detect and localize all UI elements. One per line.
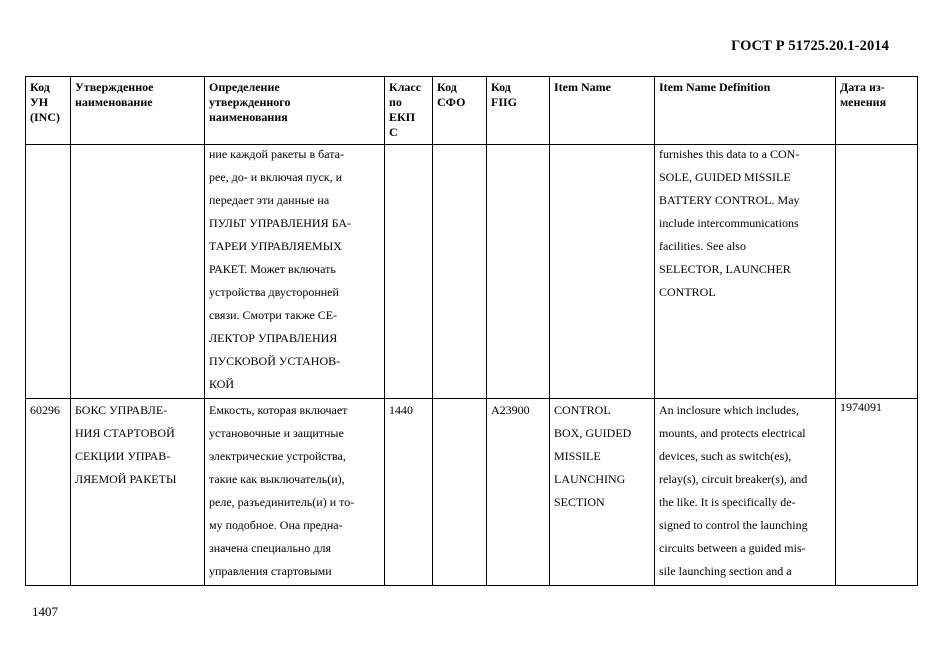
text-line: relay(s), circuit breaker(s), and bbox=[659, 472, 808, 486]
header-line: СФО bbox=[437, 95, 466, 109]
header-line: ЕКП bbox=[389, 110, 416, 124]
col-header-item-name-definition bbox=[655, 77, 836, 145]
text-line: An inclosure which includes, bbox=[659, 403, 799, 417]
text-line: the like. It is specifically de- bbox=[659, 495, 796, 509]
text-line: ТАРЕИ УПРАВЛЯЕМЫХ bbox=[209, 239, 342, 253]
text-line: ПУЛЬТ УПРАВЛЕНИЯ БА- bbox=[209, 216, 351, 230]
header-line: по bbox=[389, 95, 402, 109]
cell-definition-ru bbox=[205, 399, 385, 586]
text-line: CONTROL bbox=[554, 403, 611, 417]
text-line: MISSILE bbox=[554, 449, 601, 463]
text-line: SOLE, GUIDED MISSILE bbox=[659, 170, 791, 184]
text-line: LAUNCHING bbox=[554, 472, 626, 486]
cell-item-name bbox=[550, 399, 655, 586]
table-row-60296 bbox=[26, 399, 918, 586]
cell-approved-name bbox=[71, 145, 205, 399]
cell-inc bbox=[26, 145, 71, 399]
header-line: Утвержденное bbox=[75, 80, 154, 94]
text-line: КОЙ bbox=[209, 377, 235, 391]
text-line: devices, such as switch(es), bbox=[659, 449, 792, 463]
col-header-approved-name bbox=[71, 77, 205, 145]
header-line: Item Name Definition bbox=[659, 80, 771, 94]
cell-sfo bbox=[433, 145, 487, 399]
cell-sfo bbox=[433, 399, 487, 586]
header-row bbox=[26, 77, 918, 145]
cell-class bbox=[385, 399, 433, 586]
text-line: Емкость, которая включает bbox=[209, 403, 348, 417]
text-line: BOX, GUIDED bbox=[554, 426, 632, 440]
text-line: му подобное. Она предна- bbox=[209, 518, 343, 532]
document-code: ГОСТ Р 51725.20.1-2014 bbox=[731, 38, 889, 54]
fiig-value: A23900 bbox=[491, 403, 530, 417]
text-line: передает эти данные на bbox=[209, 193, 330, 207]
text-line: ЛЕКТОР УПРАВЛЕНИЯ bbox=[209, 331, 338, 345]
text-line: furnishes this data to a CON- bbox=[659, 147, 800, 161]
text-line: рее, до- и включая пуск, и bbox=[209, 170, 343, 184]
table-row-continued bbox=[26, 145, 918, 399]
text-line: БОКС УПРАВЛЕ- bbox=[75, 403, 168, 417]
text-line: SELECTOR, LAUNCHER bbox=[659, 262, 791, 276]
header-line: наименования bbox=[209, 110, 288, 124]
text-line: устройства двусторонней bbox=[209, 285, 339, 299]
text-line: реле, разъединитель(и) и то- bbox=[209, 495, 355, 509]
header-line: Код bbox=[30, 80, 50, 94]
header-line: Item Name bbox=[554, 80, 611, 94]
text-line: CONTROL bbox=[659, 285, 716, 299]
text-line: такие как выключатель(и), bbox=[209, 472, 345, 486]
header-line: Код bbox=[437, 80, 457, 94]
header-line: менения bbox=[840, 95, 887, 109]
header-line: Определение bbox=[209, 80, 280, 94]
header-line: Класс bbox=[389, 80, 422, 94]
text-line: signed to control the launching bbox=[659, 518, 808, 532]
col-header-class bbox=[385, 77, 433, 145]
text-line: управления стартовыми bbox=[209, 564, 332, 578]
text-line: установочные и защитные bbox=[209, 426, 344, 440]
text-line: SECTION bbox=[554, 495, 605, 509]
text-line: include intercommunications bbox=[659, 216, 799, 230]
text-line: значена специально для bbox=[209, 541, 331, 555]
text-line: BATTERY CONTROL. May bbox=[659, 193, 800, 207]
text-line: электрические устройства, bbox=[209, 449, 346, 463]
cell-approved-name bbox=[71, 399, 205, 586]
catalog-table bbox=[25, 76, 918, 586]
cell-class bbox=[385, 145, 433, 399]
col-header-definition-ru bbox=[205, 77, 385, 145]
text-line: СЕКЦИИ УПРАВ- bbox=[75, 449, 171, 463]
col-header-sfo bbox=[433, 77, 487, 145]
header-line: С bbox=[389, 125, 398, 139]
header-line: УН bbox=[30, 95, 49, 109]
cell-change-date bbox=[836, 145, 918, 399]
text-line: facilities. See also bbox=[659, 239, 746, 253]
text-line: mounts, and protects electrical bbox=[659, 426, 806, 440]
col-header-inc bbox=[26, 77, 71, 145]
text-line: ЛЯЕМОЙ РАКЕТЫ bbox=[75, 472, 177, 486]
header-line: утвержденного bbox=[209, 95, 291, 109]
cell-change-date bbox=[836, 399, 918, 586]
cell-inc bbox=[26, 399, 71, 586]
col-header-fiig bbox=[487, 77, 550, 145]
header-line: (INC) bbox=[30, 110, 60, 124]
page-number: 1407 bbox=[32, 604, 58, 619]
text-line: ПУСКОВОЙ УСТАНОВ- bbox=[209, 354, 341, 368]
header-line: FIIG bbox=[491, 95, 518, 109]
header-line: наименование bbox=[75, 95, 153, 109]
cell-definition-en bbox=[655, 145, 836, 399]
text-line: связи. Смотри также СЕ- bbox=[209, 308, 338, 322]
text-line: НИЯ СТАРТОВОЙ bbox=[75, 426, 175, 440]
cell-definition-en bbox=[655, 399, 836, 586]
text-line: РАКЕТ. Может включать bbox=[209, 262, 336, 276]
cell-item-name bbox=[550, 145, 655, 399]
class-value: 1440 bbox=[389, 403, 413, 417]
cell-fiig bbox=[487, 399, 550, 586]
header-line: Дата из- bbox=[840, 80, 885, 94]
change-date-value: 1974091 bbox=[840, 400, 882, 414]
inc-value: 60296 bbox=[30, 403, 60, 417]
cell-definition-ru bbox=[205, 145, 385, 399]
header-line: Код bbox=[491, 80, 511, 94]
col-header-change-date bbox=[836, 77, 918, 145]
text-line: circuits between a guided mis- bbox=[659, 541, 806, 555]
cell-fiig bbox=[487, 145, 550, 399]
text-line: ние каждой ракеты в бата- bbox=[209, 147, 344, 161]
col-header-item-name bbox=[550, 77, 655, 145]
text-line: sile launching section and a bbox=[659, 564, 792, 578]
